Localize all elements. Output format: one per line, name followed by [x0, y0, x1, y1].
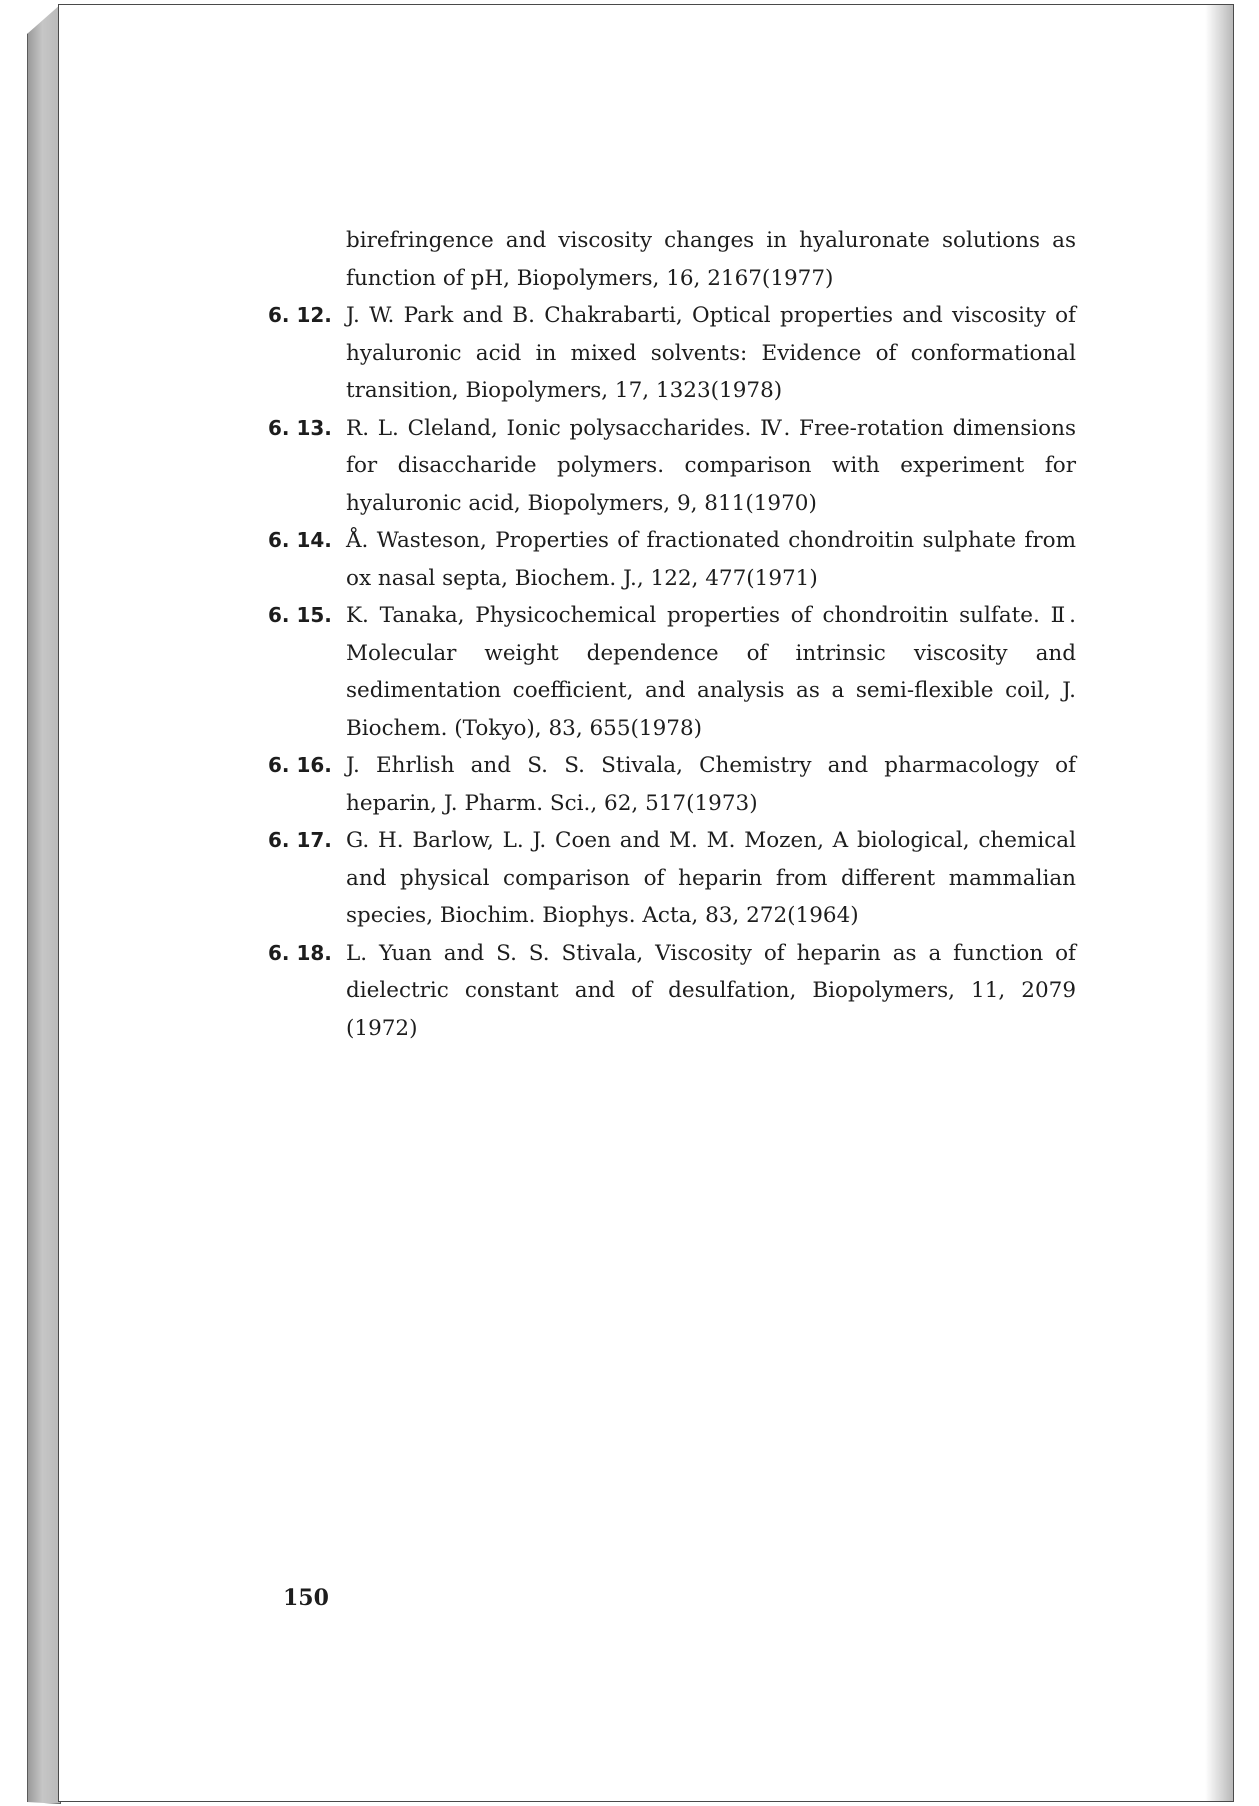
reference-number: 6. 15.: [268, 603, 332, 627]
reference-number: 6. 18.: [268, 940, 332, 965]
reference-item: [262, 935, 1076, 1048]
reference-text: R. L. Cleland, Ionic polysaccharides. Ⅳ. Free-rotation dimensions for disaccharide polymers. comparison with experiment for hyaluronic acid, Biopolymers, 9, 811(1970): [346, 415, 1076, 516]
reference-text: J. Ehrlish and S. S. Stivala, Chemistry and pharmacology of heparin, J. Pharm. Sci., 62, 517(1973): [346, 753, 1076, 816]
reference-item: [262, 410, 1076, 523]
reference-item: [262, 597, 1076, 747]
reference-number: 6. 17.: [268, 828, 332, 852]
reference-item: [262, 522, 1076, 597]
reference-number: 6. 13.: [268, 415, 332, 440]
reference-text: J. W. Park and B. Chakrabarti, Optical properties and viscosity of hyaluronic acid in mixed solvents: Evidence of conformational transition, Biopolymers, 17, 1323(1978): [346, 303, 1076, 403]
book-spine: [27, 4, 61, 1804]
reference-item: [262, 747, 1076, 822]
reference-text: L. Yuan and S. S. Stivala, Viscosity of heparin as a function of dielectric constant and of desulfation, Biopolymers, 11, 2079 (1972): [346, 940, 1076, 1041]
reference-text: birefringence and viscosity changes in hyaluronate solutions as function of pH, Biopolymers, 16, 2167(1977): [346, 228, 1076, 291]
reference-text: K. Tanaka, Physicochemical properties of chondroitin sulfate. Ⅱ. Molecular weight dependence of intrinsic viscosity and sedimentation coefficient, and analysis as a semi-flexible coil, J. Biochem. (Tokyo), 83, 655(1978): [346, 603, 1076, 741]
reference-item: [262, 822, 1076, 935]
page-number: 150: [283, 1585, 329, 1611]
reference-number: 6. 12.: [268, 303, 332, 327]
reference-list: [262, 222, 1076, 1047]
reference-item: [262, 222, 1076, 297]
reference-text: G. H. Barlow, L. J. Coen and M. M. Mozen, A biological, chemical and physical comparison of heparin from different mammalian species, Biochim. Biophys. Acta, 83, 272(1964): [346, 828, 1076, 928]
page-edge-shadow: [1205, 5, 1233, 1801]
reference-number: 6. 16.: [268, 753, 332, 777]
reference-text: Å. Wasteson, Properties of fractionated chondroitin sulphate from ox nasal septa, Biochem. J., 122, 477(1971): [346, 528, 1076, 591]
reference-number: 6. 14.: [268, 528, 332, 552]
reference-item: [262, 297, 1076, 410]
